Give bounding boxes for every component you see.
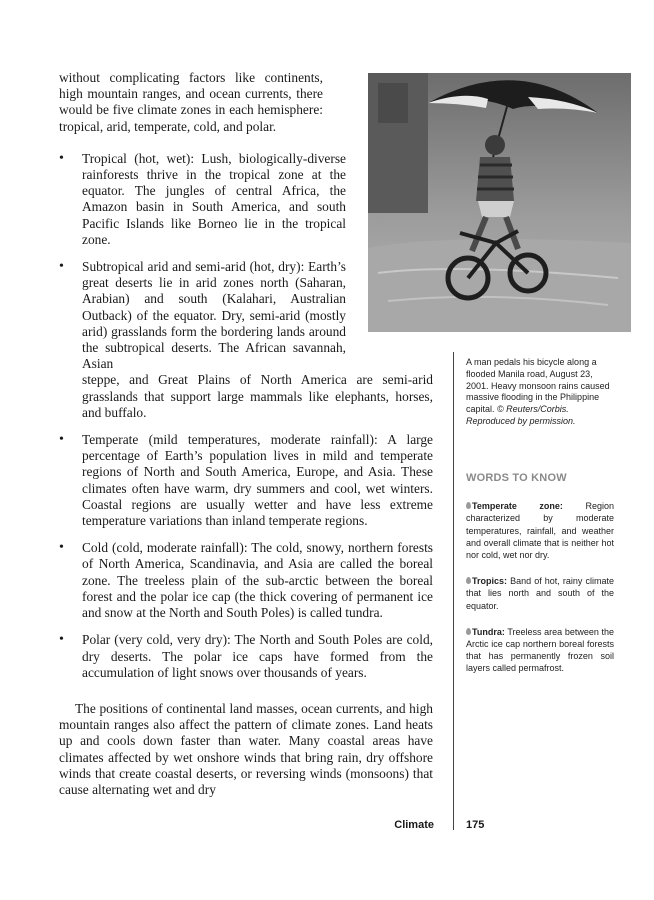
glossary-term: Tropics: [472, 576, 508, 587]
list-item-temperate: • Temperate (mild temperatures, moderate rainfall): A large percentage of Earth’s population lives in mild and temperate regions of North and South America, Europe, and Asia. These climates often have warm, dry summers and cool, wet winters. Coastal regions are usually wetter and have less extreme temperature variations than inland temperate regions. [59, 432, 433, 529]
caption-credit: © Reuters/Corbis. Reproduced by permission. [466, 404, 576, 426]
list-item-polar: • Polar (very cold, very dry): The North and South Poles are cold, dry deserts. The polar ice caps have formed from the accumulation of light snows over thousands of years. [59, 632, 433, 681]
list-item-cold: • Cold (cold, moderate rainfall): The cold, snowy, northern forests of North America, Scandinavia, and Asia are called the boreal zone. The treeless plain of the sub-arctic between the boreal forest and the polar ice cap (the thick covering of permanent ice and snow at the North and South Poles) is called tundra. [59, 540, 433, 621]
caption-text: A man pedals his bicycle along a flooded Manila road, August 23, 2001. Heavy monsoon rains caused massive flooding in the Philippine capital. [466, 357, 610, 415]
running-footer-section: Climate [394, 819, 434, 831]
glossary-entry-tundra [466, 626, 614, 675]
intro-paragraph: without complicating factors like continents, high mountain ranges, and ocean currents, there would be five climate zones in each hemisphere: tropical, arid, temperate, cold, and polar. [59, 70, 323, 134]
page-number: 175 [466, 819, 485, 831]
glossary-term: Tundra: [472, 626, 505, 637]
drop-icon [466, 502, 471, 509]
list-item-subtropical: • Subtropical arid and semi-arid (hot, dry): Earth’s great deserts lie in arid zones north (Saharan, Arabian) and south (Kalahari, Australian Outback) of the equator. Dry, semi-arid (mostly arid) grasslands form the bordering lands around the subtropical deserts. The African savannah, Asian steppe, and Great Plains of North America are semi-arid grasslands that support large mammals like elephants, horses, and buffalo. [59, 259, 433, 421]
words-to-know-sidebar [466, 472, 614, 689]
glossary-definition: Region characterized by moderate temperatures, rainfall, and weather and overall climate that is neither hot nor cold, wet nor dry. [466, 501, 614, 561]
drop-icon [466, 577, 471, 584]
column-divider [453, 352, 454, 830]
glossary-entry-temperate-zone [466, 500, 614, 561]
glossary-term: Temperate zone: [472, 501, 563, 512]
glossary-entry-tropics [466, 575, 614, 612]
words-to-know-heading: WORDS TO KNOW [466, 472, 567, 484]
drop-icon [466, 628, 471, 635]
photo-caption [466, 357, 614, 428]
glossary-definition: Band of hot, rainy climate that lies north and south of the equator. [466, 576, 614, 611]
glossary-definition: Treeless area between the Arctic ice cap northern boreal forests that has permanently frozen soil layers called permafrost. [466, 626, 615, 674]
closing-paragraph: The positions of continental land masses, ocean currents, and high mountain ranges also affect the pattern of climate zones. Land heats up and cools down faster than water. Many coastal areas have climates affected by wet onshore winds that bring rain, dry offshore winds that create coastal deserts, or reversing winds (monsoons) that cause alternating wet and dry [59, 700, 433, 797]
flood-bicycle-photo [368, 73, 631, 332]
list-item-tropical: • Tropical (hot, wet): Lush, biologically-diverse rainforests thrive in the tropical zone at the equator. The jungles of central Africa, the Amazon basin in South America, and south Pacific Islands like Borneo lie in the tropical zone. [59, 151, 433, 248]
